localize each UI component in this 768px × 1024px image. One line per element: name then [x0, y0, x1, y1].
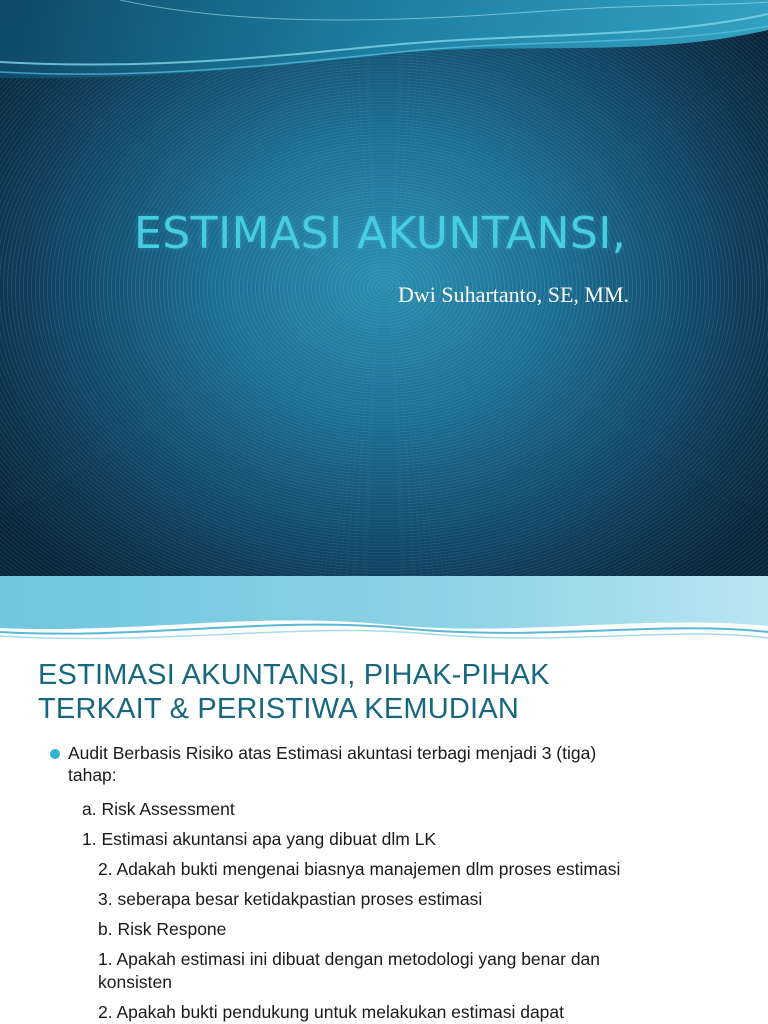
body-line: konsisten [98, 972, 172, 992]
content-slide-title [38, 658, 550, 726]
slide-title: ESTIMASI AKUNTANSI, [134, 208, 627, 259]
header-wave-decoration [0, 576, 768, 656]
content-slide [0, 576, 768, 1024]
body-line: 2. Adakah bukti mengenai biasnya manajemen dlm proses estimasi [98, 859, 621, 879]
body-line: Audit Berbasis Risiko atas Estimasi akuntasi terbagi menjadi 3 (tiga) [68, 743, 597, 763]
body-line: b. Risk Respone [98, 919, 227, 939]
slide-subtitle: Dwi Suhartanto, SE, MM. [398, 282, 629, 307]
body-line: 1. Apakah estimasi ini dibuat dengan metodologi yang benar dan [98, 949, 601, 969]
body-line: 3. seberapa besar ketidakpastian proses estimasi [98, 889, 483, 909]
bullet-dot-icon [50, 749, 60, 759]
body-line: a. Risk Assessment [82, 799, 235, 819]
title-line-2: TERKAIT & PERISTIWA KEMUDIAN [38, 693, 519, 725]
title-line-1: ESTIMASI AKUNTANSI, PIHAK-PIHAK [38, 659, 550, 691]
body-line: 2. Apakah bukti pendukung untuk melakukan estimasi dapat [98, 1002, 565, 1022]
body-line: tahap: [68, 765, 117, 785]
body-line: 1. Estimasi akuntansi apa yang dibuat dlm LK [82, 829, 437, 849]
